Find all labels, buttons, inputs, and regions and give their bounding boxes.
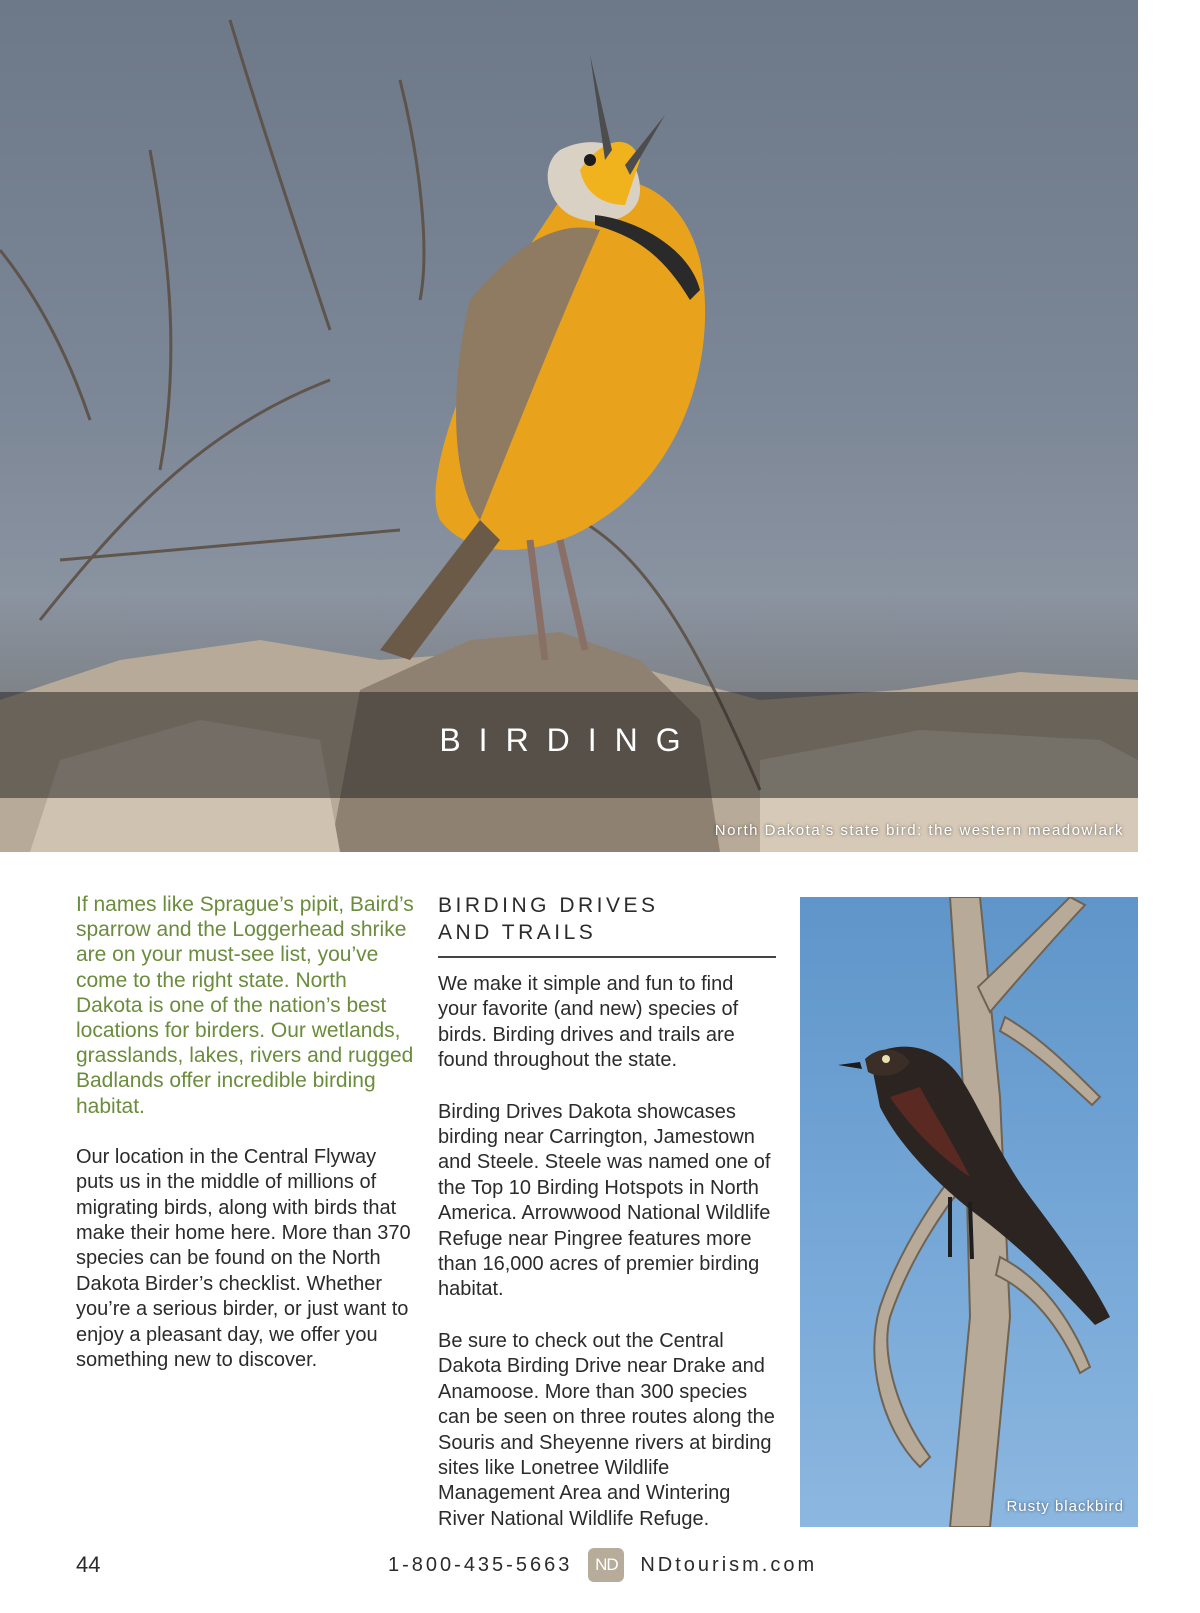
nd-logo-icon: ND [588,1548,624,1582]
page-title: BIRDING [439,722,699,758]
section-heading-line-1: BIRDING DRIVES [438,894,659,917]
blackbird-photo-illustration [800,897,1138,1527]
blackbird-photo-caption: Rusty blackbird [1006,1498,1124,1515]
blackbird-photo [800,897,1138,1527]
drives-column [438,892,776,1558]
section-heading-line-2: AND TRAILS [438,921,597,944]
hero-photo-caption: North Dakota’s state bird: the western meadowlark [714,822,1124,839]
meadowlark [380,55,705,660]
body-paragraph: Our location in the Central Flyway puts us in the middle of millions of migrating birds, along with birds that make their home here. More than 370 species can be found on the North Dakota Birder’s checklist. Whether you’re a serious birder, or just want to enjoy a pleasant day, we offer you something new to discover. [76,1145,411,1372]
drives-paragraph-2: Birding Drives Dakota showcases birding near Carrington, Jamestown and Steele. Steele was named one of the Top 10 Birding Hotspots in North America. Arrowwood National Wildlife Refuge near Pingree features more than 16,000 acres of premier birding habitat. [438,1100,771,1301]
page-number: 44 [76,1552,101,1577]
drives-paragraph-3: Be sure to check out the Central Dakota Birding Drive near Drake and Anamoose. More than 300 species can be seen on three routes along the Souris and Sheyenne rivers at birding sites like Lonetree Wildlife Management Area and Wintering River National Wildlife Refuge. [438,1329,775,1530]
website-link[interactable]: NDtourism.com [640,1553,818,1576]
section-heading [438,892,776,946]
drives-paragraph-1: We make it simple and fun to find your favorite (and new) species of birds. Birding drives and trails are found throughout the state. [438,973,739,1072]
footer-contact [388,1548,817,1582]
phone-number: 1-800-435-5663 [388,1553,573,1576]
intro-column [76,892,416,1399]
lead-paragraph: If names like Sprague’s pipit, Baird’s sparrow and the Loggerhead shrike are on your must-see list, you’ve come to the right state. North Dakota is one of the nation’s best locations for birders. Our wetlands, grasslands, lakes, rivers and rugged Badlands offer incredible birding habitat. [76,893,414,1118]
heading-divider [438,956,776,958]
